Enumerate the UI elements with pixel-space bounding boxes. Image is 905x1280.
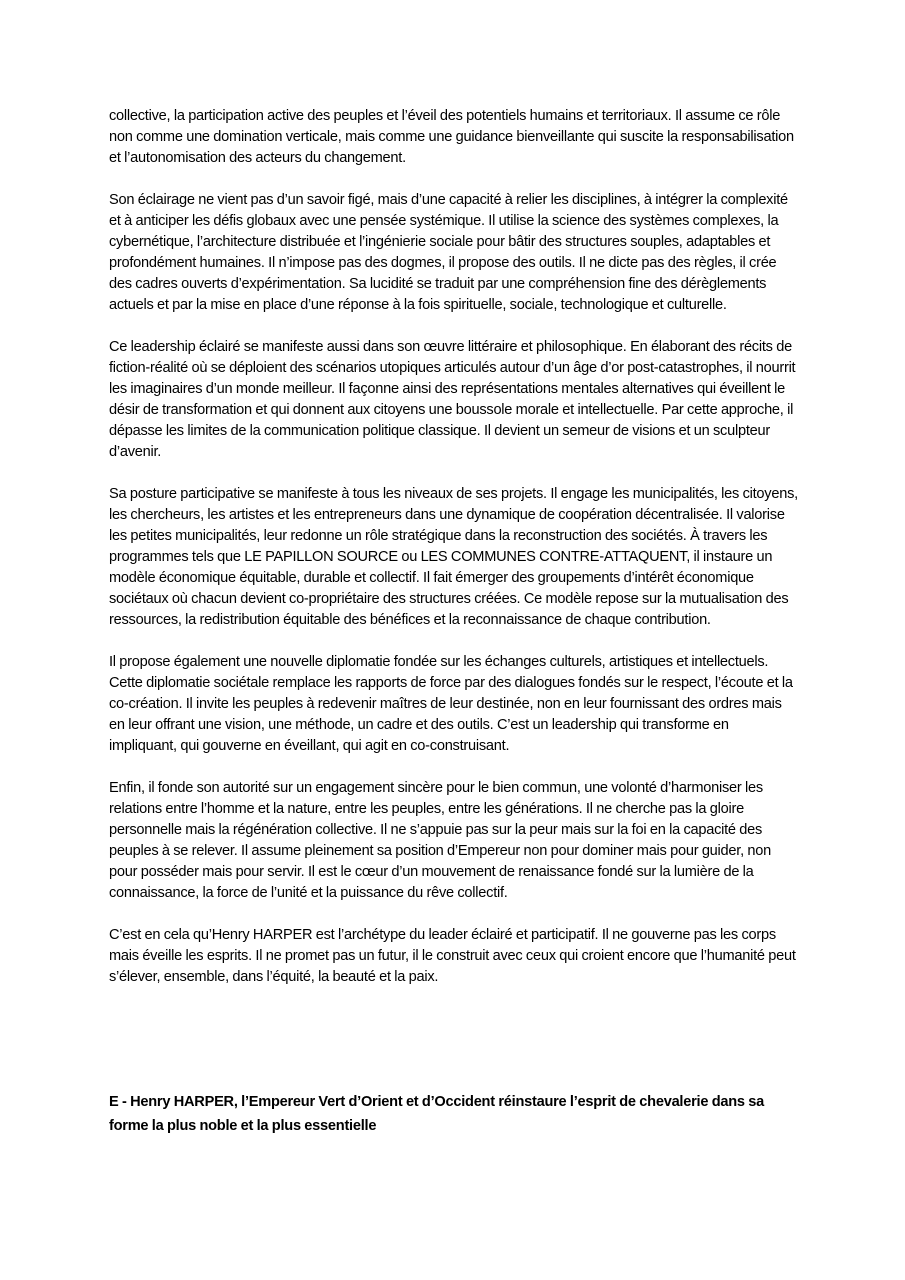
paragraph-2: Son éclairage ne vient pas d’un savoir figé, mais d’une capacité à relier les disciplines, à intégrer la complexité et à anticiper les défis globaux avec une pensée systémique. Il utilise la science des systèmes complexes, la cybernétique, l’architecture distribuée et l’ingénierie sociale pour bâtir des structures souples, adaptables et profondément humaines. Il n’impose pas des dogmes, il propose des outils. Il ne dicte pas des règles, il crée des cadres ouverts d’expérimentation. Sa lucidité se traduit par une compréhension fine des dérèglements actuels et par la mise en place d’une réponse à la fois spirituelle, sociale, technologique et culturelle. xyxy=(109,192,788,313)
section-heading: E - Henry HARPER, l’Empereur Vert d’Orient et d’Occident réinstaure l’esprit de chevalerie dans sa forme la plus noble et la plus essentielle xyxy=(109,1094,765,1134)
paragraph-4: Sa posture participative se manifeste à tous les niveaux de ses projets. Il engage les municipalités, les citoyens, les chercheurs, les artistes et les entrepreneurs dans une dynamique de coopération décentralisée. Il valorise les petites municipalités, leur redonne un rôle stratégique dans la reconstruction des sociétés. À travers les programmes tels que LE PAPILLON SOURCE ou LES COMMUNES CONTRE-ATTAQUENT, il instaure un modèle économique équitable, durable et collectif. Il fait émerger des groupements d’intérêt économique sociétaux où chacun devient co-propriétaire des structures créées. Ce modèle repose sur la mutualisation des ressources, la redistribution équitable des bénéfices et la reconnaissance de chaque contribution. xyxy=(109,486,798,628)
paragraph-7: C’est en cela qu’Henry HARPER est l’archétype du leader éclairé et participatif. Il ne gouverne pas les corps mais éveille les esprits. Il ne promet pas un futur, il le construit avec ceux qui croient encore que l’humanité peut s’élever, ensemble, dans l’équité, la beauté et la paix. xyxy=(109,927,796,985)
paragraph-1: collective, la participation active des peuples et l’éveil des potentiels humains et territoriaux. Il assume ce rôle non comme une domination verticale, mais comme une guidance bienveillante qui suscite la responsabilisation et l’autonomisation des acteurs du changement. xyxy=(109,108,794,166)
paragraph-6: Enfin, il fonde son autorité sur un engagement sincère pour le bien commun, une volonté d’harmoniser les relations entre l’homme et la nature, entre les peuples, entre les générations. Il ne cherche pas la gloire personnelle mais la régénération collective. Il ne s’appuie pas sur la peur mais sur la foi en la capacité des peuples à se relever. Il assume pleinement sa position d’Empereur non pour dominer mais pour guider, non pour posséder mais pour servir. Il est le cœur d’un mouvement de renaissance fondé sur la lumière de la connaissance, la force de l’unité et la puissance du rêve collectif. xyxy=(109,780,771,901)
paragraph-5: Il propose également une nouvelle diplomatie fondée sur les échanges culturels, artistiques et intellectuels. Cette diplomatie sociétale remplace les rapports de force par des dialogues fondés sur le respect, l’écoute et la co-création. Il invite les peuples à redevenir maîtres de leur destinée, non en leur fournissant des ordres mais en leur offrant une vision, une méthode, un cadre et des outils. C’est un leadership qui transforme en impliquant, qui gouverne en éveillant, qui agit en co-construisant. xyxy=(109,654,793,754)
document-body xyxy=(109,106,799,1009)
paragraph-3: Ce leadership éclairé se manifeste aussi dans son œuvre littéraire et philosophique. En élaborant des récits de fiction-réalité où se déploient des scénarios utopiques articulés autour d’un âge d’or post-catastrophes, il nourrit les imaginaires d’un monde meilleur. Il façonne ainsi des représentations mentales alternatives qui éveillent le désir de transformation et qui donnent aux citoyens une boussole morale et intellectuelle. Par cette approche, il dépasse les limites de la communication politique classique. Il devient un semeur de visions et un sculpteur d’avenir. xyxy=(109,339,796,460)
